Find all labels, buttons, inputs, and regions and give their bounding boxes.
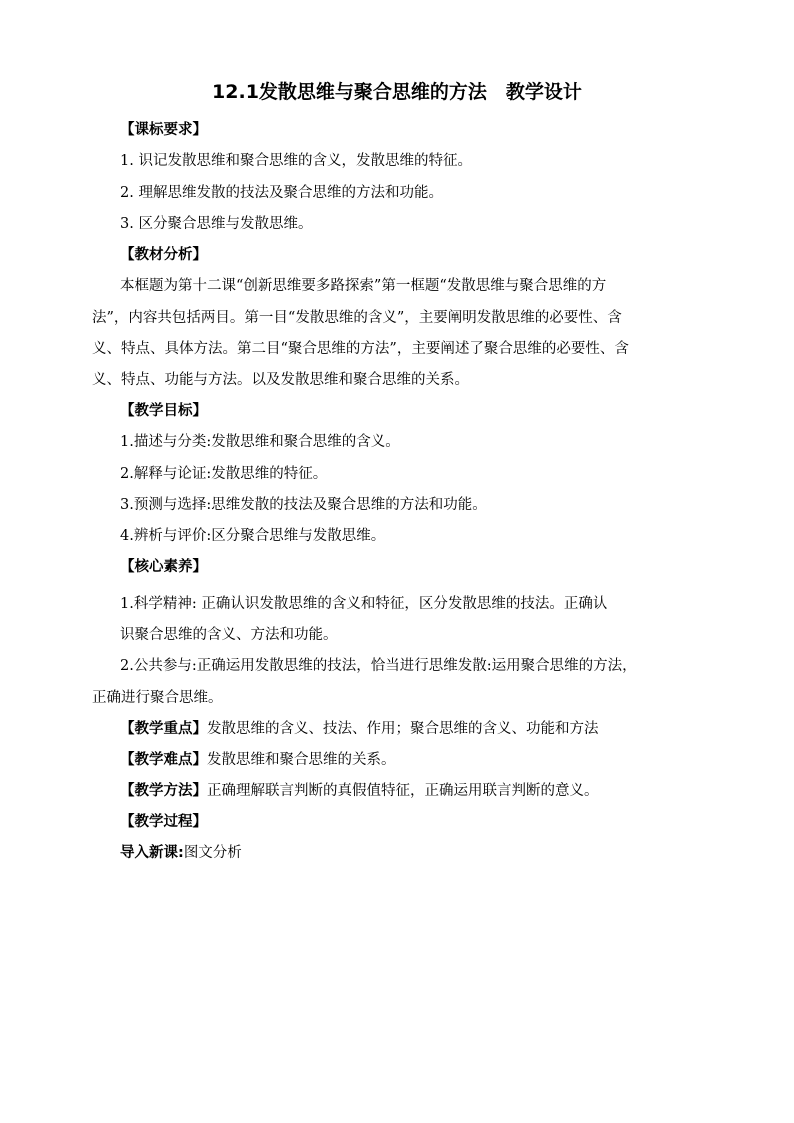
objective-item-2: 2.解释与论证:发散思维的特征。 <box>120 466 328 482</box>
competence-heading: 【核心素养】 <box>120 559 207 575</box>
intro-line <box>120 841 242 862</box>
key-points-heading: 【教学重点】 <box>120 721 207 737</box>
curriculum-item-1: 1. 识记发散思维和聚合思维的含义，发散思维的特征。 <box>120 153 472 169</box>
competence-line-4: 正确进行聚合思维。 <box>92 690 223 706</box>
textbook-line-3: 义、特点、具体方法。第二目“聚合思维的方法”，主要阐述了聚合思维的必要性、含 <box>92 341 629 357</box>
competence-line-1: 1.科学精神: 正确认识发散思维的含义和特征，区分发散思维的技法。正确认 <box>120 596 608 612</box>
textbook-line-1: 本框题为第十二课“创新思维要多路探索”第一框题“发散思维与聚合思维的方 <box>120 278 607 294</box>
key-points-line <box>120 717 599 738</box>
difficulties-text: 发散思维和聚合思维的关系。 <box>207 752 396 768</box>
methods-line <box>120 779 599 800</box>
methods-heading: 【教学方法】 <box>120 783 207 799</box>
curriculum-heading: 【课标要求】 <box>120 122 207 138</box>
textbook-line-4: 义、特点、功能与方法。以及发散思维和聚合思维的关系。 <box>92 372 469 388</box>
objective-item-1: 1.描述与分类:发散思维和聚合思维的含义。 <box>120 434 400 450</box>
objective-item-4: 4.辨析与评价:区分聚合思维与发散思维。 <box>120 528 386 544</box>
document-title: 12.1发散思维与聚合思维的方法 教学设计 <box>212 81 582 103</box>
difficulties-heading: 【教学难点】 <box>120 752 207 768</box>
curriculum-item-2: 2. 理解思维发散的技法及聚合思维的方法和功能。 <box>120 185 443 201</box>
process-heading: 【教学过程】 <box>120 814 207 830</box>
objective-item-3: 3.预测与选择:思维发散的技法及聚合思维的方法和功能。 <box>120 497 487 513</box>
intro-label: 导入新课: <box>120 845 184 861</box>
curriculum-item-3: 3. 区分聚合思维与发散思维。 <box>120 216 313 232</box>
methods-text: 正确理解联言判断的真假值特征，正确运用联言判断的意义。 <box>207 783 599 799</box>
competence-line-2: 识聚合思维的含义、方法和功能。 <box>120 627 338 643</box>
key-points-text: 发散思维的含义、技法、作用；聚合思维的含义、功能和方法 <box>207 721 599 737</box>
objectives-heading: 【教学目标】 <box>120 403 207 419</box>
textbook-heading: 【教材分析】 <box>120 247 207 263</box>
intro-text: 图文分析 <box>183 845 242 861</box>
textbook-line-2: 法”，内容共包括两目。第一目“发散思维的含义”，主要阐明发散思维的必要性、含 <box>92 310 622 326</box>
competence-line-3: 2.公共参与:正确运用发散思维的技法，恰当进行思维发散:运用聚合思维的方法， <box>120 658 637 674</box>
difficulties-line <box>120 748 396 769</box>
